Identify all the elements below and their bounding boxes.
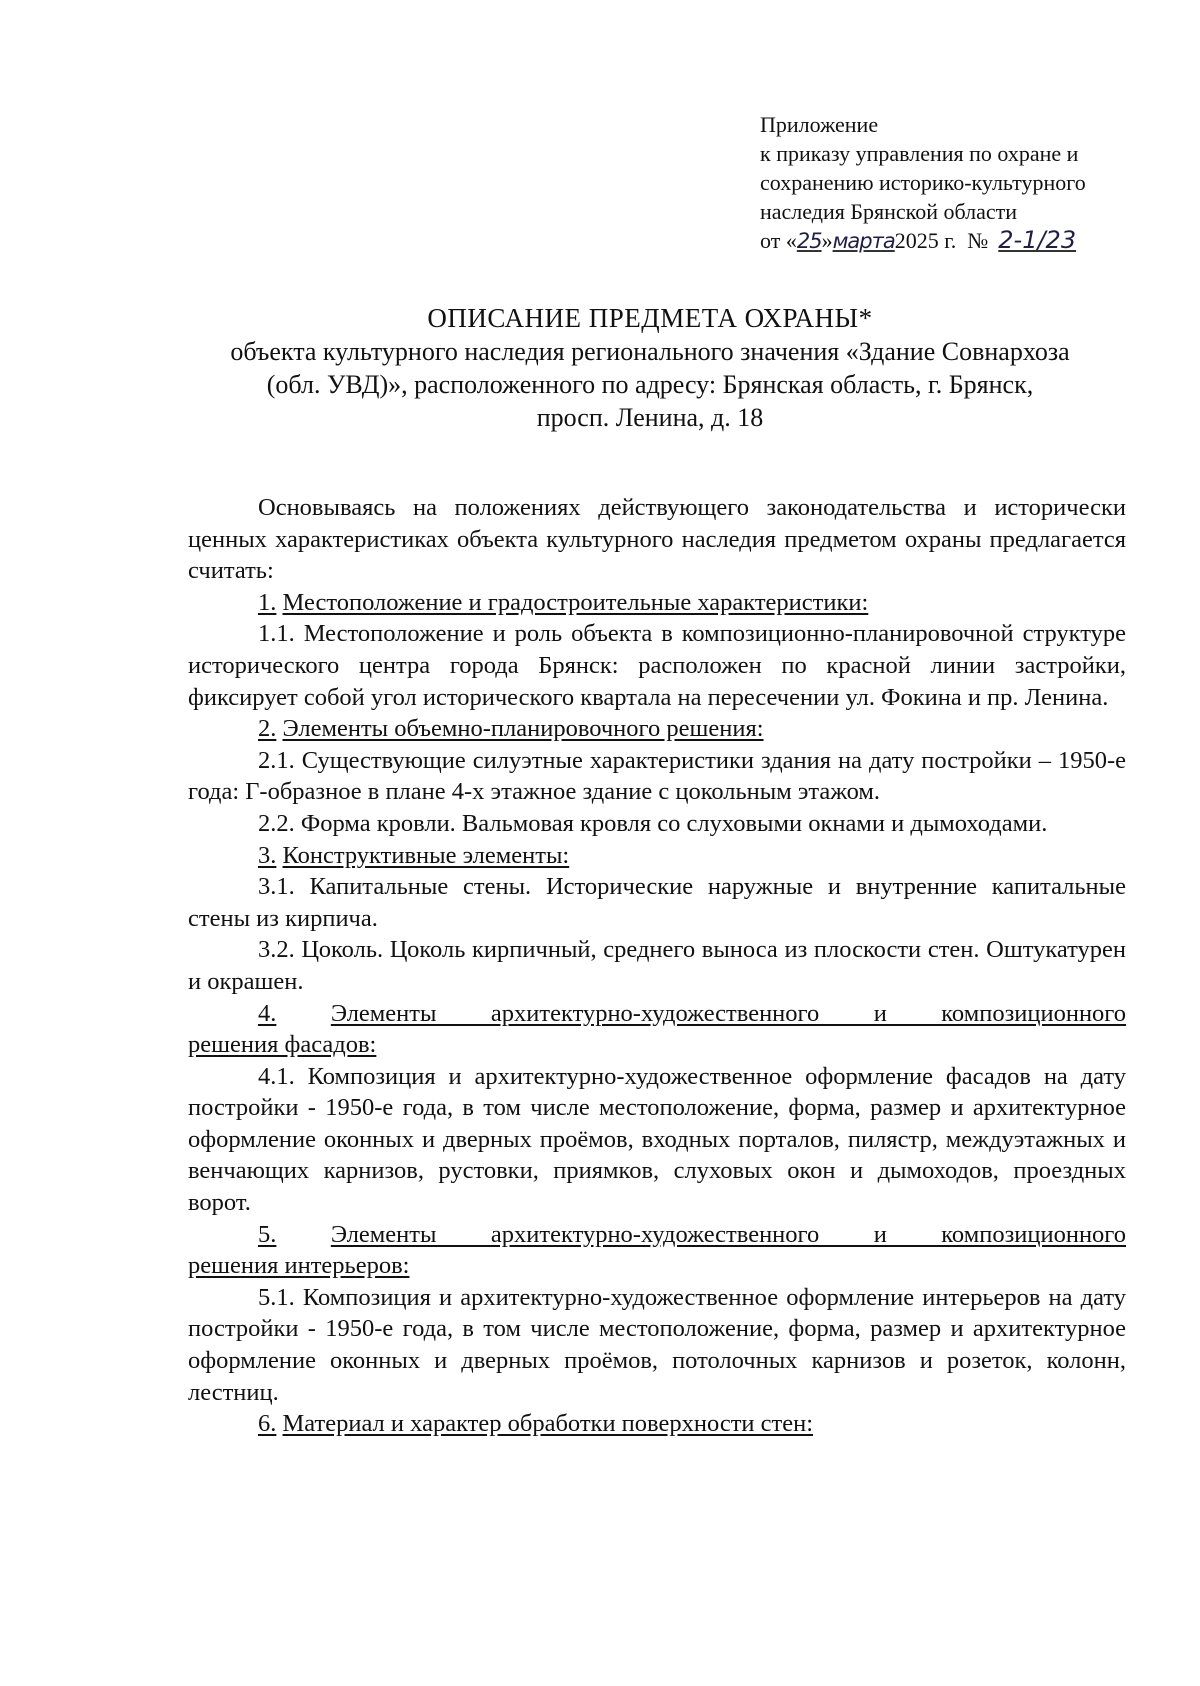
date-prefix: от «: [760, 228, 797, 253]
section-heading-4-cont: [188, 1029, 1126, 1061]
document-title: [185, 302, 1115, 434]
paragraph-2-1: 2.1. Существующие силуэтные характеристики здания на дату постройки – 1950-е года: Г-образное в плане 4-х этажное здание с цокольным этажом.: [188, 746, 1126, 806]
title-main: ОПИСАНИЕ ПРЕДМЕТА ОХРАНЫ*: [427, 303, 873, 333]
paragraph-3-2: 3.2. Цоколь. Цоколь кирпичный, среднего выноса из плоскости стен. Оштукатурен и окрашен.: [188, 936, 1126, 995]
order-date-line: [760, 226, 1180, 256]
section-title: Элементы объемно-планировочного решения:: [282, 715, 764, 743]
section-title: Конструктивные элементы:: [282, 841, 570, 869]
section-number: 2.: [258, 715, 277, 743]
section-heading-4: [188, 998, 1126, 1030]
paragraph-1-1: 1.1. Местоположение и роль объекта в композиционно-планировочной структуре исторического центра города Брянск: расположен по красной линии застройки, фиксирует собой угол исторического квартала на пересечении ул. Фокина и пр. Ленина.: [188, 620, 1126, 711]
title-subline: объекта культурного наследия регионального значения «Здание Совнархоза: [230, 337, 1070, 366]
section-number: 1.: [258, 588, 277, 616]
paragraph-5-1: 5.1. Композиция и архитектурно-художественное оформление интерьеров на дату постройки - 1950-е года, в том числе местоположение, форма, размер и архитектурное оформление оконных и дверных проёмов, потолочных карнизов и розеток, колонн, лестниц.: [188, 1283, 1126, 1406]
intro-paragraph: Основываясь на положениях действующего законодательства и исторически ценных характеристиках объекта культурного наследия предметом охраны предлагается считать:: [188, 494, 1126, 585]
section-heading-5-cont: [188, 1250, 1126, 1282]
section-heading-6: [188, 1408, 1126, 1440]
paragraph-4-1: 4.1. Композиция и архитектурно-художественное оформление фасадов на дату постройки - 1950-е года, в том числе местоположение, форма, размер и архитектурное оформление оконных и дверных проёмов, входных порталов, пилястр, междуэтажных и венчающих карнизов, рустовки, приямков, слуховых окон и дымоходов, проездных ворот.: [188, 1062, 1126, 1217]
document-body: [188, 492, 1126, 1440]
section-title: Местоположение и градостроительные характеристики:: [282, 588, 869, 616]
handwritten-month: марта: [832, 229, 895, 253]
paragraph-3-1: 3.1. Капитальные стены. Исторические наружные и внутренние капитальные стены из кирпича.: [188, 873, 1126, 932]
section-title: Элементы архитектурно-художественного и композиционного: [330, 999, 1126, 1027]
title-subline: просп. Ленина, д. 18: [536, 403, 764, 432]
section-heading-5: [188, 1219, 1126, 1251]
section-title: Материал и характер обработки поверхности стен:: [282, 1410, 814, 1438]
number-label: №: [967, 228, 989, 253]
date-year: 2025 г.: [894, 228, 957, 253]
date-mid: »: [821, 228, 833, 253]
title-subline: (обл. УВД)», расположенного по адресу: Брянская область, г. Брянск,: [266, 370, 1034, 399]
handwritten-day: 25: [796, 229, 822, 253]
header-line: наследия Брянской области: [760, 199, 1018, 224]
handwritten-number: 2-1/23: [998, 226, 1077, 254]
section-title: решения фасадов:: [188, 1031, 377, 1059]
appendix-header: [760, 110, 1180, 256]
header-line: Приложение: [760, 112, 879, 137]
section-heading-3: [188, 840, 1126, 872]
section-number: 5.: [258, 1220, 277, 1248]
paragraph-2-2: 2.2. Форма кровли. Вальмовая кровля со слуховыми окнами и дымоходами.: [258, 809, 1048, 837]
section-heading-1: [188, 587, 1126, 619]
section-heading-2: [188, 713, 1126, 745]
section-number: 4.: [258, 999, 277, 1027]
header-line: к приказу управления по охране и: [760, 141, 1079, 166]
section-number: 6.: [258, 1410, 277, 1438]
header-line: сохранению историко-культурного: [760, 170, 1086, 195]
section-number: 3.: [258, 841, 277, 869]
section-title: решения интерьеров:: [188, 1252, 410, 1280]
section-title: Элементы архитектурно-художественного и композиционного: [330, 1220, 1126, 1248]
